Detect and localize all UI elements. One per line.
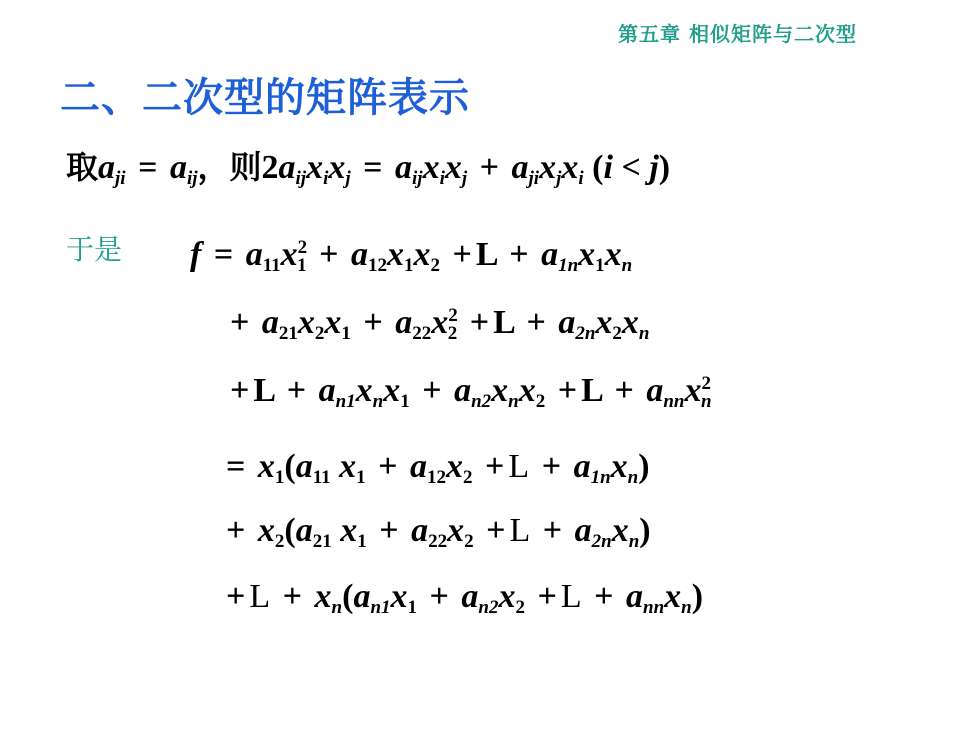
subscript: n [700,391,712,413]
subscript: n [621,255,633,277]
term-x: x [324,304,342,341]
ellipsis: L [493,304,514,341]
open-paren: ( [342,578,354,615]
subscript: 1 [356,467,366,489]
subscript: 2 [314,323,325,345]
grouped-row-1 [222,448,650,489]
ellipsis: L [581,372,602,409]
subscript: 1 [407,597,418,619]
section-title: 二、二次型的矩阵表示 [60,75,470,121]
subscript: 1 [297,255,307,277]
term-a: a [295,512,313,549]
plus-sign: + [537,578,557,615]
coefficient-two: 2 [261,149,279,186]
superscript: 2 [297,237,308,259]
term-x: x [498,578,516,615]
term-x: x [664,578,682,615]
term-x: x [328,149,346,186]
plus-sign: + [429,578,449,615]
subscript: ji [115,168,126,190]
subscript: n [627,467,639,489]
ellipsis: L [509,512,531,549]
plus-sign: + [226,512,246,549]
term-a: a [573,448,591,485]
plus-sign: + [230,372,250,409]
subscript: n [331,597,343,619]
close-paren: ) [639,512,651,549]
subscript: ij [186,168,198,190]
expansion-row-2 [226,304,650,345]
plus-sign: + [541,448,562,485]
term-x: x [339,448,357,485]
equals-sign: = [226,448,246,485]
function-f: f [190,236,202,273]
plus-sign: + [319,236,339,273]
open-paren: ( [284,512,296,549]
term-a: a [98,149,116,186]
subscript: n [681,597,692,619]
subscript: 1n [558,255,579,277]
subscript: 2n [575,323,596,345]
term-x: x [447,512,465,549]
term-a: a [511,149,529,186]
term-a: a [395,149,413,186]
term-a: a [541,236,559,273]
plus-sign: + [479,149,500,186]
term-a: a [261,304,279,341]
grouped-row-2 [222,512,651,553]
ellipsis: L [508,448,530,485]
plus-sign: + [469,304,490,341]
term-x: x [383,372,401,409]
term-a: a [295,448,313,485]
plus-sign: + [509,236,529,273]
ellipsis: L [560,578,582,615]
term-a: a [278,149,296,186]
term-x: x [491,372,509,409]
term-x: x [684,372,702,409]
subscript: 12 [427,467,447,489]
condition-less-than: < [621,149,641,186]
equals-sign: = [363,149,383,186]
grouped-row-3 [222,578,704,619]
plus-sign: + [230,304,250,341]
condition-j: j [649,149,659,186]
subscript: n1 [370,597,391,619]
plus-sign: + [594,578,614,615]
subscript: j [556,168,562,190]
term-x: x [297,304,315,341]
term-x: x [518,372,536,409]
term-a: a [245,236,263,273]
symmetry-definition-line [66,142,670,188]
term-x: x [561,149,579,186]
term-a: a [318,372,336,409]
open-paren: ( [284,448,296,485]
therefore-label: 于是 [66,233,123,266]
term-a: a [411,512,429,549]
term-x: x [446,448,464,485]
subscript: ji [528,168,540,190]
term-a: a [351,236,369,273]
subscript: ij [412,168,423,190]
subscript: 2 [464,531,474,553]
subscript: 1n [590,467,611,489]
condition-open-paren: ( [592,149,604,186]
plus-sign: + [363,304,383,341]
subscript: 1 [404,255,414,277]
term-a: a [454,372,472,409]
term-a: a [574,512,592,549]
subscript: 22 [428,531,448,553]
subscript: 2 [274,531,285,553]
plus-sign: + [557,372,578,409]
plus-sign: + [614,372,634,409]
term-a: a [410,448,428,485]
expansion-row-1 [190,236,633,277]
plus-sign: + [452,236,472,273]
subscript: n [372,391,384,413]
subscript: ij [295,168,307,190]
term-x: x [340,512,358,549]
ellipsis: L [253,372,275,409]
plus-sign: + [542,512,563,549]
subscript: n1 [335,391,356,413]
term-x: x [314,578,332,615]
subscript: 11 [312,467,331,489]
subscript: n2 [478,597,499,619]
plus-sign: + [485,448,505,485]
then-word: ，则 [197,148,262,186]
subscript: nn [663,391,685,413]
subscript: 1 [400,391,410,413]
subscript: 1 [274,467,285,489]
term-x: x [257,448,275,485]
subscript: 21 [312,531,332,553]
ellipsis: L [475,236,497,273]
plus-sign: + [226,578,246,615]
term-x: x [431,304,449,341]
term-x: x [444,149,462,186]
plus-sign: + [379,512,399,549]
subscript: 1 [341,323,351,345]
subscript: i [323,168,329,190]
term-a: a [461,578,479,615]
subscript: 1 [357,531,367,553]
subscript: n [638,323,650,345]
term-a: a [558,304,576,341]
term-x: x [422,149,440,186]
term-x: x [595,304,613,341]
term-x: x [413,236,431,273]
ellipsis: L [249,578,271,615]
term-x: x [306,149,324,186]
condition-i: i [603,149,613,186]
subscript: j [345,168,351,190]
term-a: a [626,578,643,615]
term-x: x [387,236,405,273]
subscript: i [439,168,445,190]
plus-sign: + [526,304,546,341]
term-x: x [610,448,628,485]
term-x: x [621,304,639,341]
close-paren: ) [691,578,704,615]
term-x: x [257,512,275,549]
close-paren: ) [638,448,650,485]
term-a: a [646,372,664,409]
plus-sign: + [486,512,506,549]
expansion-row-3 [226,372,712,413]
term-x: x [355,372,373,409]
take-word: 取 [66,148,99,186]
superscript: 2 [448,305,458,327]
chapter-header: 第五章 相似矩阵与二次型 [618,22,857,46]
subscript: 22 [412,323,432,345]
superscript: 2 [701,373,711,395]
subscript: 1 [595,255,605,277]
subscript: 2 [463,467,473,489]
subscript: 21 [278,323,298,345]
subscript: i [578,168,584,190]
plus-sign: + [282,578,303,615]
term-a: a [395,304,413,341]
subscript: j [461,168,468,190]
plus-sign: + [286,372,307,409]
term-x: x [280,236,298,273]
subscript: n2 [471,391,492,413]
subscript: 2 [447,323,458,345]
subscript: n [628,531,640,553]
equals-sign: = [213,236,234,273]
term-x: x [578,236,596,273]
subscript: 2n [591,531,612,553]
term-a: a [353,578,371,615]
plus-sign: + [422,372,442,409]
term-x: x [539,149,557,186]
subscript: 2 [430,255,441,277]
condition-close-paren: ) [658,149,671,186]
term-a: a [169,149,187,186]
equals-sign: = [138,149,158,186]
term-x: x [390,578,408,615]
plus-sign: + [378,448,398,485]
term-x: x [611,512,629,549]
subscript: nn [643,597,665,619]
subscript: 2 [515,597,525,619]
subscript: 12 [368,255,388,277]
subscript: 2 [612,323,622,345]
subscript: n [508,391,519,413]
term-x: x [604,236,622,273]
subscript: 2 [535,391,546,413]
subscript: 11 [262,255,281,277]
